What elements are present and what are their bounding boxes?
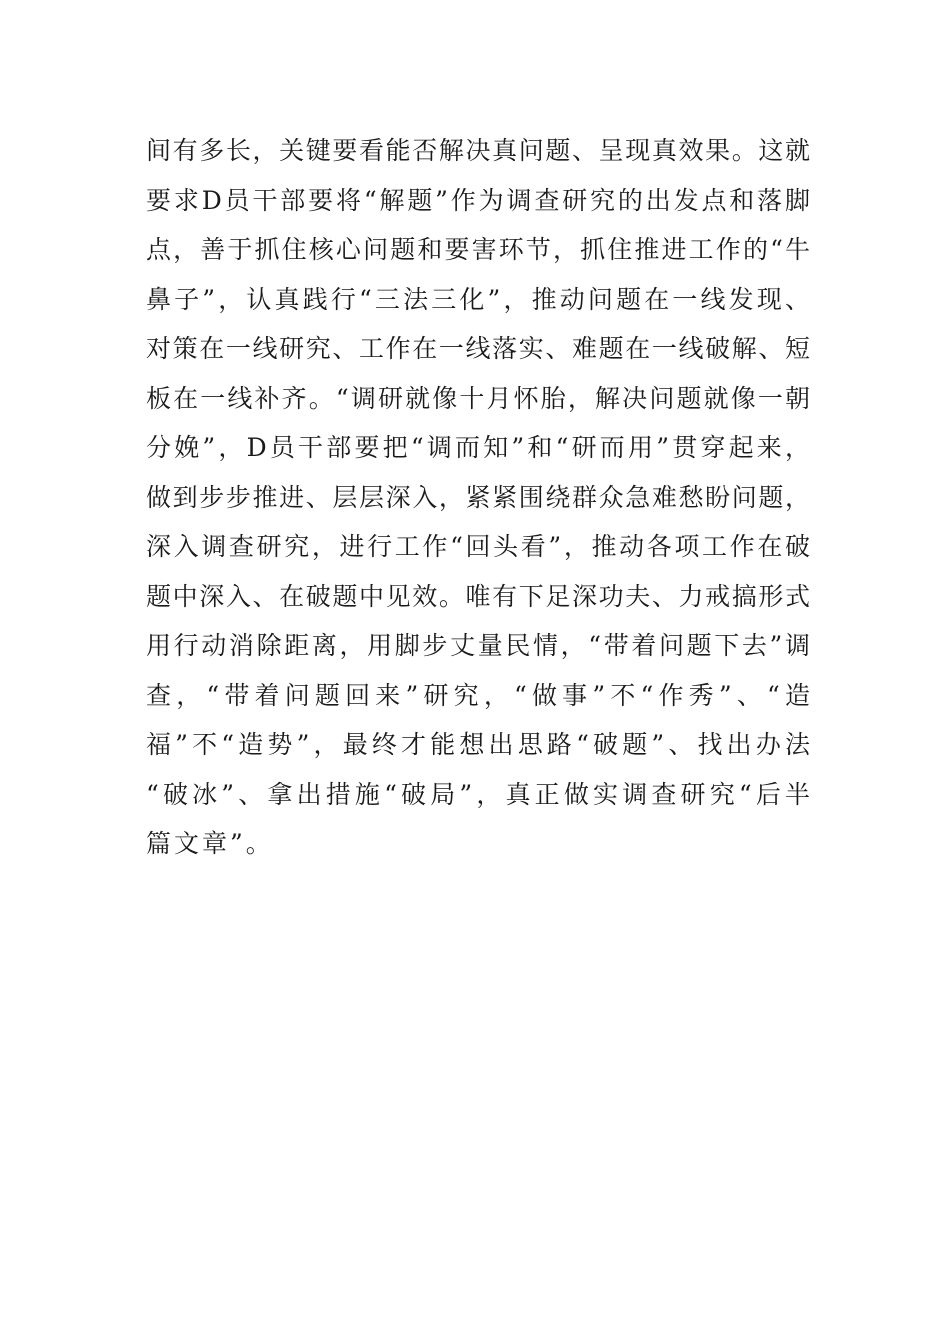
text-line: 做到步步推进、层层深入，紧紧围绕群众急难愁盼问题， [146, 482, 810, 512]
text-line: 点，善于抓住核心问题和要害环节，抓住推进工作的“牛 [146, 235, 810, 264]
text-line: 间有多长，关键要看能否解决真问题、呈现真效果。这就 [146, 136, 810, 165]
text-line: 题中深入、在破题中见效。唯有下足深功夫、力戒搞形式 [146, 581, 810, 611]
text-line: 鼻子”，认真践行“三法三化”，推动问题在一线发现、 [146, 284, 810, 314]
text-line: 福”不“造势”，最终才能想出思路“破题”、找出办法 [146, 730, 810, 759]
text-line: 查，“带着问题回来”研究，“做事”不“作秀”、“造 [146, 680, 810, 710]
body-paragraph [146, 126, 810, 869]
text-line: 分娩”，D员干部要把“调而知”和“研而用”贯穿起来， [146, 433, 810, 462]
text-line: 深入调查研究，进行工作“回头看”，推动各项工作在破 [146, 532, 810, 561]
text-line: 用行动消除距离，用脚步丈量民情，“带着问题下去”调 [146, 631, 810, 660]
text-line: 板在一线补齐。“调研就像十月怀胎，解决问题就像一朝 [146, 383, 810, 413]
text-line: “破冰”、拿出措施“破局”，真正做实调查研究“后半 [146, 779, 810, 809]
text-line: 要求D员干部要将“解题”作为调查研究的出发点和落脚 [146, 185, 810, 215]
text-line: 对策在一线研究、工作在一线落实、难题在一线破解、短 [146, 334, 810, 363]
text-line: 篇文章”。 [146, 829, 274, 858]
